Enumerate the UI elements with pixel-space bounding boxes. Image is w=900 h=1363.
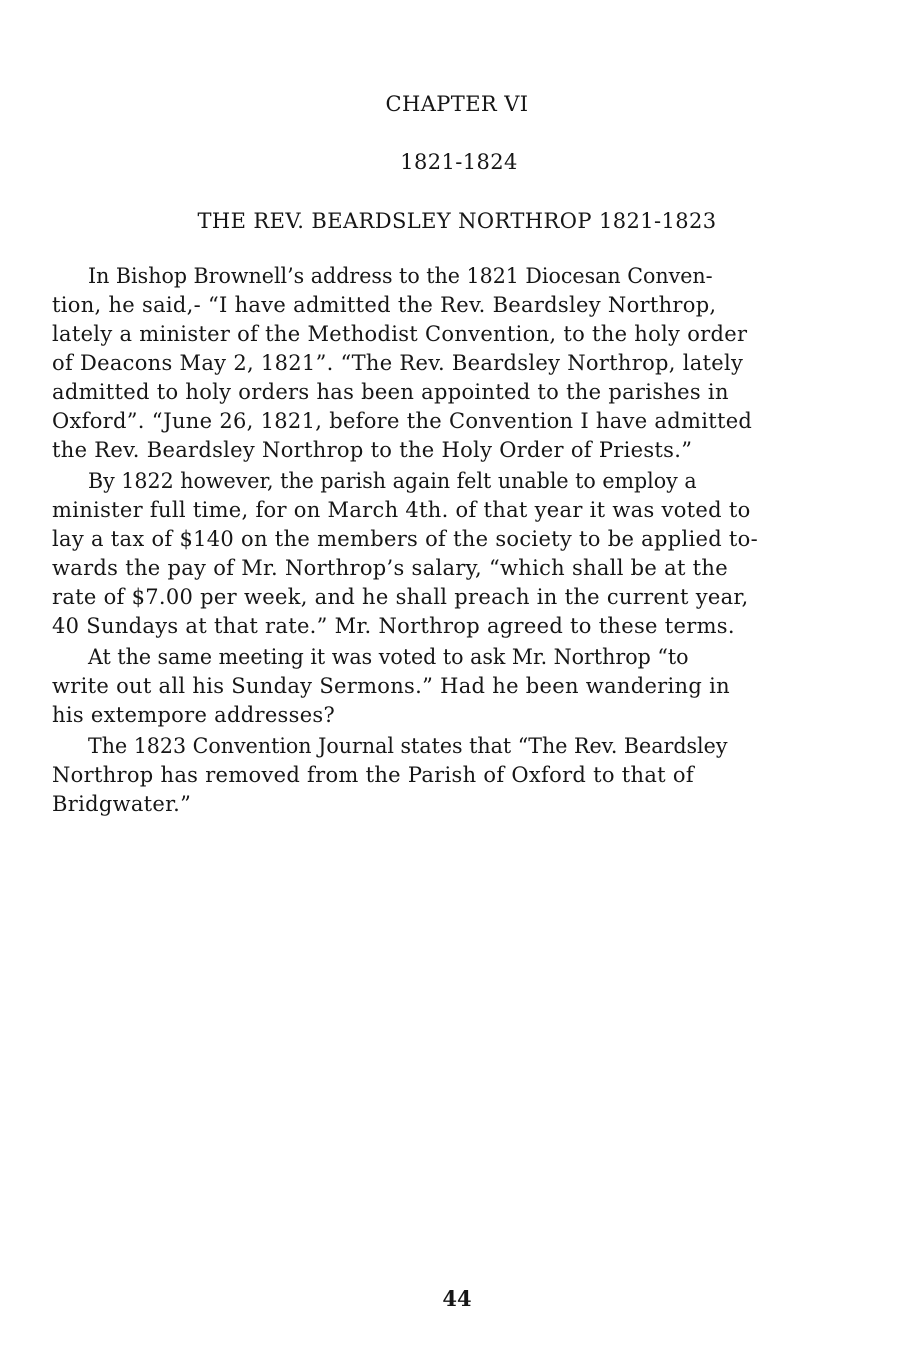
chapter-title: CHAPTER VI bbox=[385, 92, 529, 116]
paragraph-line: Bridgwater.” bbox=[52, 792, 192, 816]
section-title: THE REV. BEARDSLEY NORTHROP 1821-1823 bbox=[197, 209, 717, 233]
paragraph-line: rate of $7.00 per week, and he shall preach in the current year, bbox=[52, 585, 749, 609]
paragraph-line: wards the pay of Mr. Northrop’s salary, “which shall be at the bbox=[52, 556, 728, 580]
paragraph-line: The 1823 Convention Journal states that “The Rev. Beardsley bbox=[88, 734, 728, 758]
paragraph-line: minister full time, for on March 4th. of that year it was voted to bbox=[52, 498, 751, 522]
paragraph-line: tion, he said,- “I have admitted the Rev. Beardsley Northrop, bbox=[52, 293, 717, 317]
paragraph-line: write out all his Sunday Sermons.” Had he been wandering in bbox=[52, 674, 730, 698]
paragraph-line: of Deacons May 2, 1821”. “The Rev. Beardsley Northrop, lately bbox=[52, 351, 744, 375]
chapter-years: 1821-1824 bbox=[400, 150, 518, 174]
paragraph-line: By 1822 however, the parish again felt unable to employ a bbox=[88, 469, 697, 493]
paragraph-line: admitted to holy orders has been appointed to the parishes in bbox=[52, 380, 729, 404]
paragraph-line: In Bishop Brownell’s address to the 1821 Diocesan Conven- bbox=[88, 264, 713, 288]
paragraph-line: his extempore addresses? bbox=[52, 703, 336, 727]
paragraph-line: At the same meeting it was voted to ask Mr. Northrop “to bbox=[88, 645, 689, 669]
paragraph-line: Oxford”. “June 26, 1821, before the Convention I have admitted bbox=[52, 409, 753, 433]
paragraph-line: 40 Sundays at that rate.” Mr. Northrop agreed to these terms. bbox=[52, 614, 735, 638]
paragraph-line: the Rev. Beardsley Northrop to the Holy Order of Priests.” bbox=[52, 438, 693, 462]
paragraph-line: lately a minister of the Methodist Convention, to the holy order bbox=[52, 322, 748, 346]
page-number: 44 bbox=[442, 1286, 472, 1311]
paragraph-line: lay a tax of $140 on the members of the society to be applied to- bbox=[52, 527, 759, 551]
paragraph-line: Northrop has removed from the Parish of Oxford to that of bbox=[52, 763, 694, 787]
